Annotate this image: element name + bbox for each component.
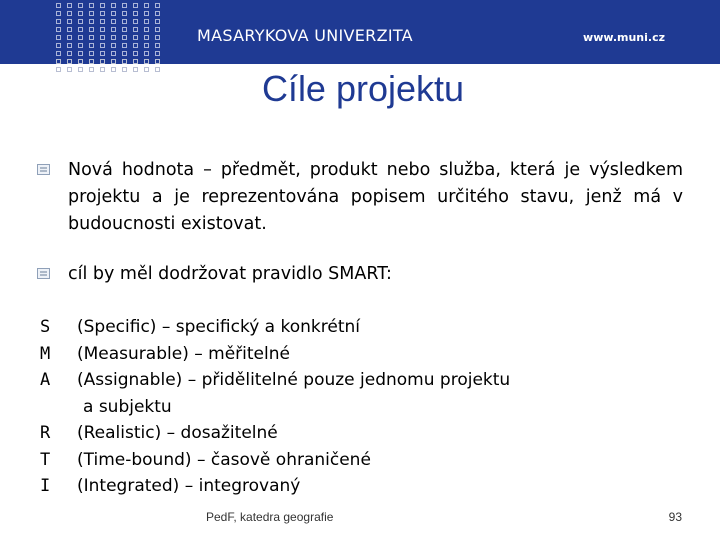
logo-dot	[78, 3, 83, 8]
smart-item	[40, 367, 510, 394]
logo-dot	[67, 11, 72, 16]
logo-dot	[144, 43, 149, 48]
logo-dot	[78, 27, 83, 32]
logo-dot	[133, 43, 138, 48]
logo-dot	[155, 27, 160, 32]
logo-dot	[89, 35, 94, 40]
logo-dot	[89, 43, 94, 48]
footer-text: PedF, katedra geografie	[206, 510, 334, 524]
smart-item	[40, 314, 510, 341]
smart-item	[40, 473, 510, 500]
logo-dot	[133, 3, 138, 8]
smart-letter: I	[40, 476, 51, 496]
logo-dot	[89, 27, 94, 32]
logo-dot	[133, 35, 138, 40]
smart-list	[40, 314, 510, 500]
logo-dot	[155, 11, 160, 16]
logo-dot	[155, 3, 160, 8]
logo-dot	[144, 59, 149, 64]
logo-dot	[56, 35, 61, 40]
logo-dot	[133, 59, 138, 64]
logo-dot	[100, 43, 105, 48]
logo-dot	[67, 27, 72, 32]
bullet-text: cíl by měl dodržovat pravidlo SMART:	[68, 264, 392, 284]
logo-dot	[67, 59, 72, 64]
logo-dot	[122, 59, 127, 64]
smart-item	[40, 341, 510, 368]
logo-dot	[111, 35, 116, 40]
smart-letter: M	[40, 343, 51, 364]
logo-dot	[100, 35, 105, 40]
logo-dot	[122, 51, 127, 56]
logo-dot	[56, 43, 61, 48]
logo-dot	[78, 43, 83, 48]
logo-dot	[100, 51, 105, 56]
logo-dot	[100, 19, 105, 24]
logo-dot	[133, 19, 138, 24]
logo-dot	[67, 43, 72, 48]
slide-title: Cíle projektu	[261, 68, 465, 109]
logo-dot	[111, 19, 116, 24]
logo-dot	[155, 51, 160, 56]
logo-dot	[111, 59, 116, 64]
logo-dot	[78, 19, 83, 24]
smart-item-continuation	[40, 394, 510, 421]
smart-text: (Measurable) – měřitelné	[77, 343, 290, 364]
smart-text: (Realistic) – dosažitelné	[77, 423, 278, 443]
logo-dot	[100, 11, 105, 16]
logo-dot	[122, 27, 127, 32]
logo-dot	[89, 11, 94, 16]
logo-dot	[122, 19, 127, 24]
logo-dot	[133, 27, 138, 32]
logo-dot	[56, 11, 61, 16]
logo-dot	[155, 19, 160, 24]
logo-dot	[111, 3, 116, 8]
logo-dot	[122, 11, 127, 16]
bullet-square-icon	[37, 268, 51, 280]
logo-dot	[78, 59, 83, 64]
logo-dot	[67, 35, 72, 40]
smart-text: (Time-bound) – časově ohraničené	[77, 449, 371, 470]
logo-dot	[144, 27, 149, 32]
logo-dot	[122, 43, 127, 48]
logo-dot	[56, 19, 61, 24]
logo-dot	[78, 51, 83, 56]
logo-dot	[56, 3, 61, 8]
smart-item	[40, 447, 510, 474]
university-name: MASARYKOVA UNIVERZITA	[197, 26, 413, 45]
smart-text: (Specific) – specifický a konkrétní	[77, 317, 360, 337]
smart-letter: A	[40, 370, 51, 390]
logo-dot	[133, 51, 138, 56]
logo-dot	[89, 19, 94, 24]
logo-dot	[111, 27, 116, 32]
logo-dot	[144, 51, 149, 56]
logo-dot	[155, 43, 160, 48]
logo-dot	[67, 19, 72, 24]
logo-dot	[89, 59, 94, 64]
logo-dot	[67, 51, 72, 56]
dot-grid-logo-icon	[56, 3, 168, 77]
logo-dot	[56, 27, 61, 32]
logo-dot	[100, 3, 105, 8]
logo-dot	[89, 3, 94, 8]
smart-text: a subjektu	[83, 396, 172, 417]
logo-dot	[133, 11, 138, 16]
logo-dot	[122, 35, 127, 40]
logo-dot	[100, 27, 105, 32]
logo-dot	[144, 3, 149, 8]
smart-item	[40, 420, 510, 447]
bullet-square-icon	[37, 164, 51, 176]
logo-dot	[111, 11, 116, 16]
logo-dot	[144, 35, 149, 40]
logo-dot	[155, 35, 160, 40]
logo-dot	[56, 59, 61, 64]
logo-dot	[56, 51, 61, 56]
logo-dot	[144, 19, 149, 24]
page-number: 93	[668, 510, 682, 524]
logo-dot	[78, 11, 83, 16]
smart-letter: R	[40, 423, 51, 443]
smart-letter: T	[40, 449, 51, 470]
logo-dot	[111, 43, 116, 48]
logo-dot	[100, 59, 105, 64]
smart-text: (Integrated) – integrovaný	[77, 476, 301, 496]
logo-dot	[78, 35, 83, 40]
logo-dot	[122, 3, 127, 8]
website-link[interactable]: www.muni.cz	[583, 31, 665, 44]
logo-dot	[67, 3, 72, 8]
logo-dot	[111, 51, 116, 56]
logo-dot	[144, 11, 149, 16]
logo-dot	[155, 59, 160, 64]
smart-letter: S	[40, 317, 51, 337]
smart-text: (Assignable) – přidělitelné pouze jednomu projektu	[77, 370, 511, 390]
logo-dot	[89, 51, 94, 56]
bullet-text: Nová hodnota – předmět, produkt nebo služba, která je výsledkem projektu a je reprezentována popisem určitého stavu, jenž má v budoucnosti existovat.	[68, 160, 683, 234]
